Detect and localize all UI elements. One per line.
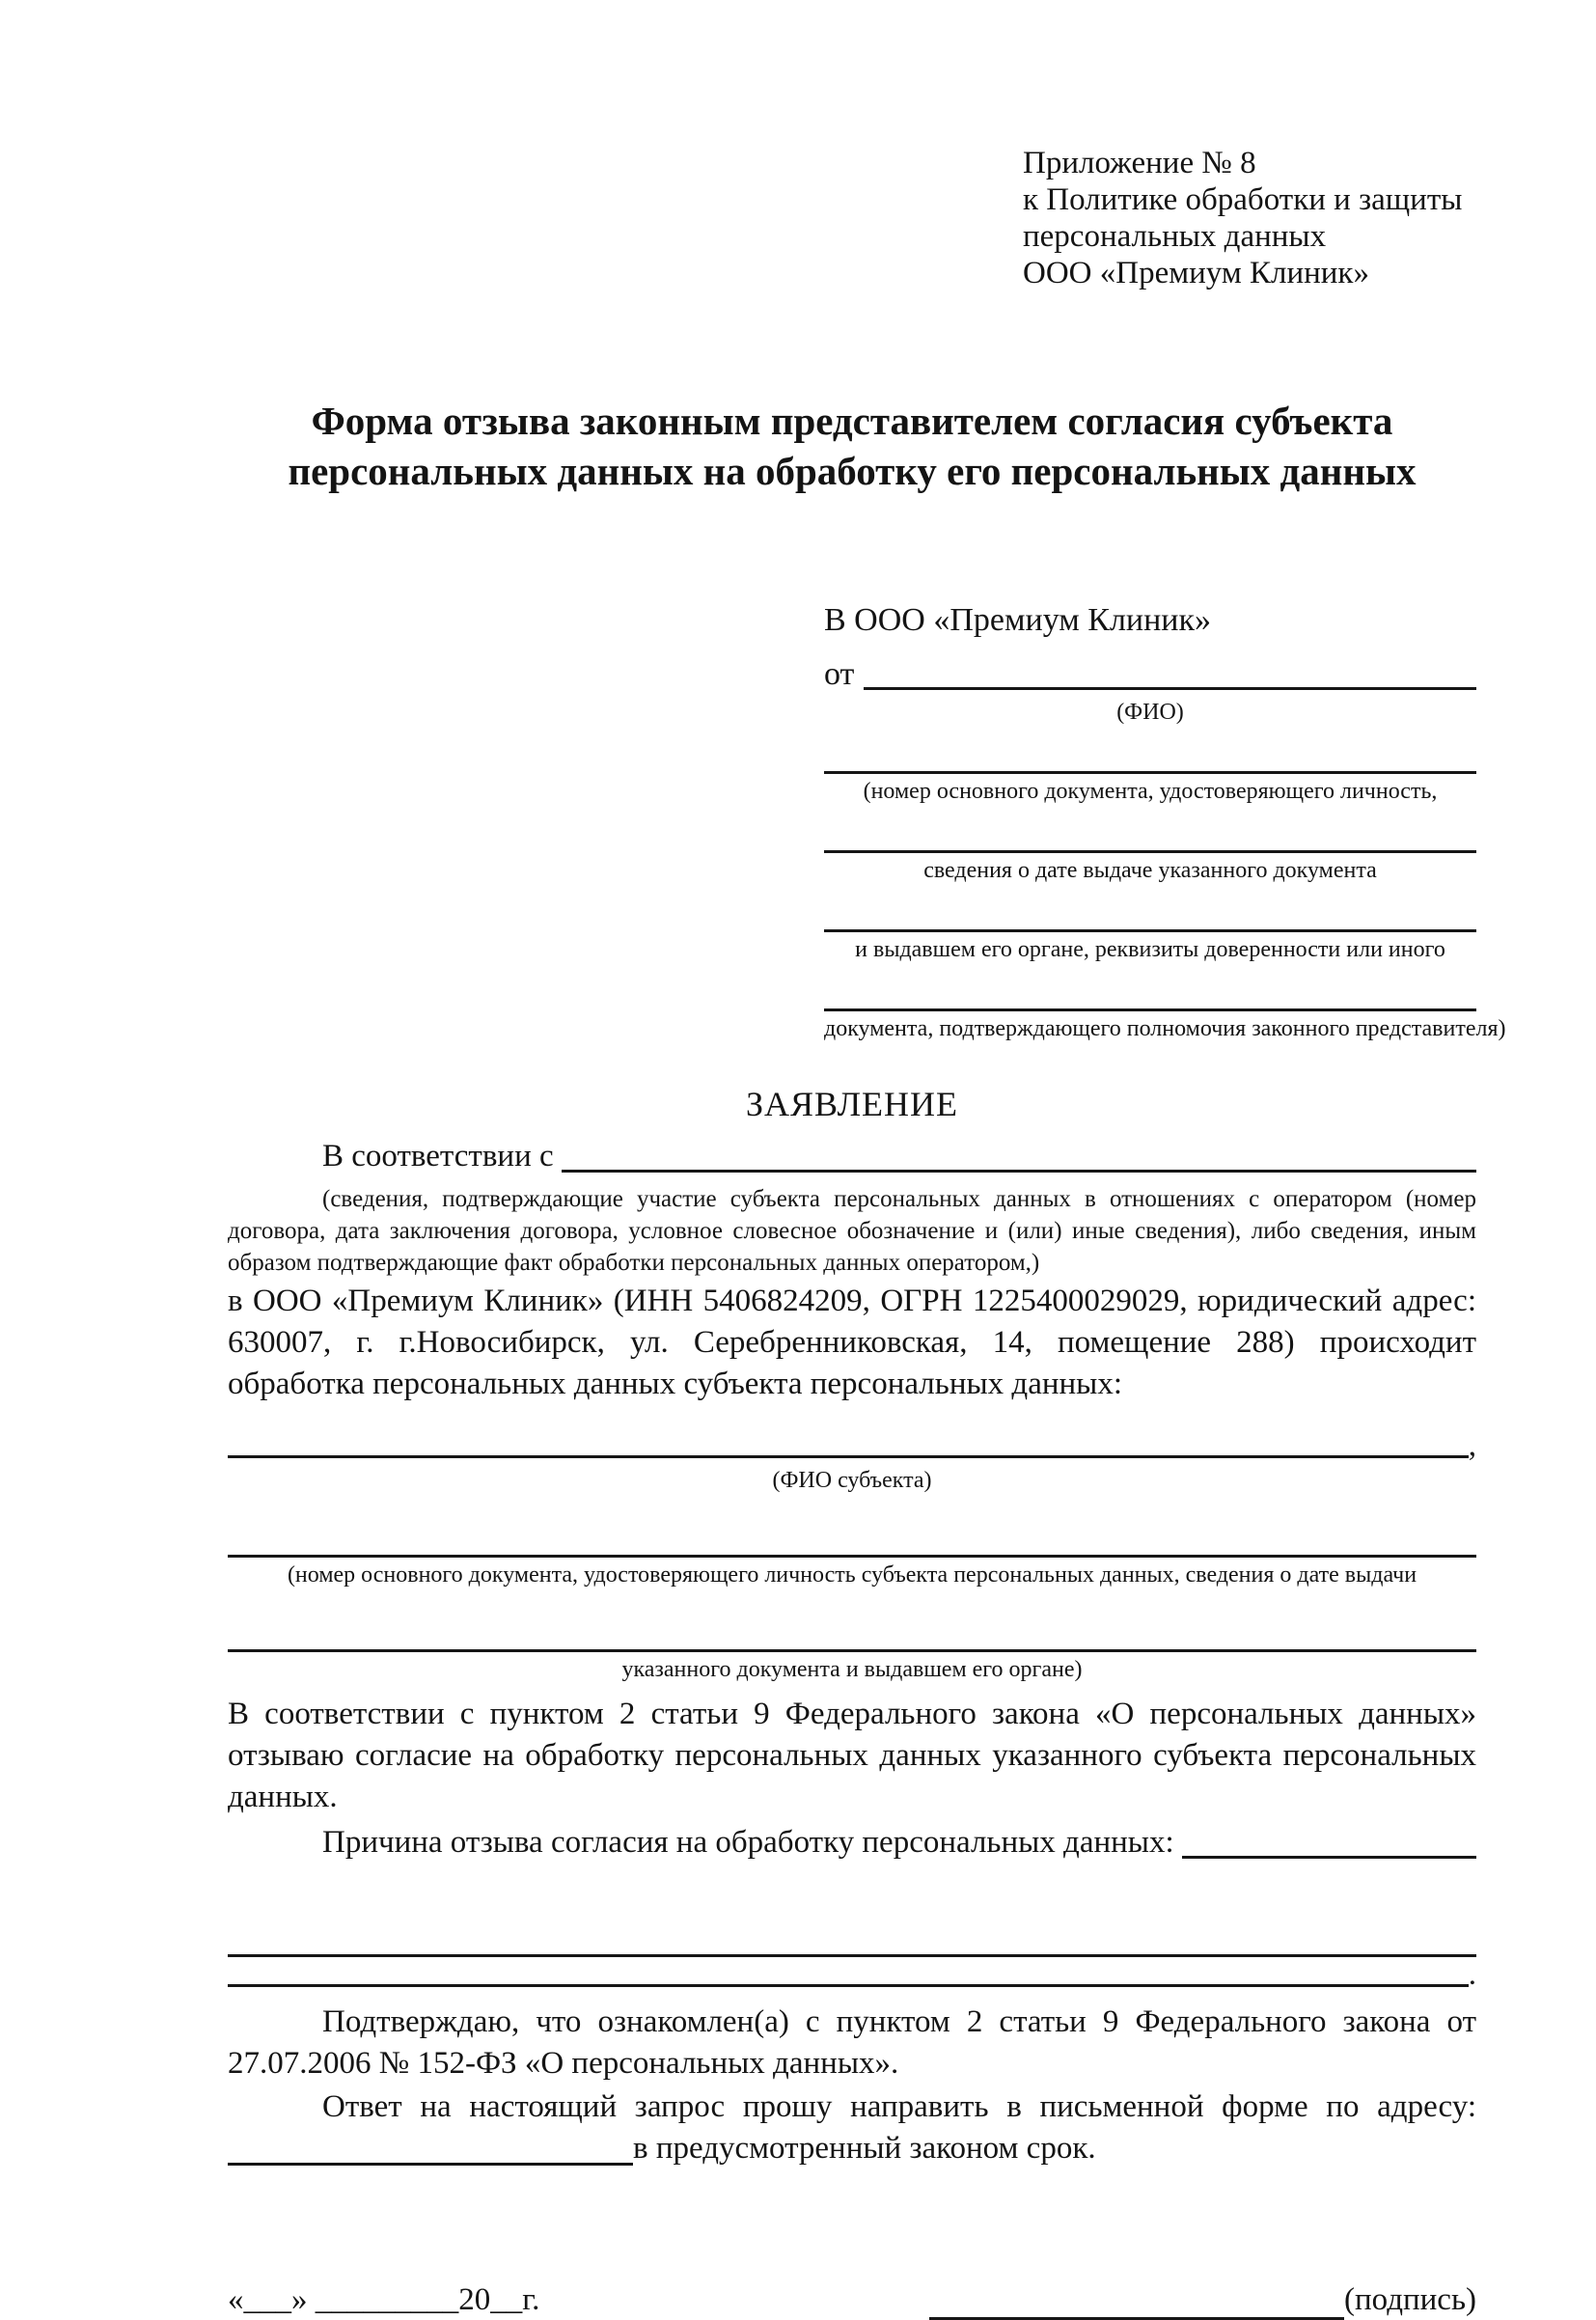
reason-fill-row-3 [228, 1957, 1476, 1992]
appendix-line: персональных данных [1023, 219, 1327, 254]
reply-line-1: Ответ на настоящий запрос прошу направить в письменной форме по адресу: [322, 2089, 1476, 2124]
document-title [228, 396, 1476, 496]
reason-label: Причина отзыва согласия на обработку персональных данных: [322, 1825, 1174, 1860]
appendix-line: к Политике обработки и защиты [1023, 182, 1463, 217]
doc-number-fill-line [824, 727, 1476, 774]
representative-doc-caption: документа, подтверждающего полномочия законного представителя) [824, 1016, 1506, 1041]
in-accordance-row [228, 1136, 1476, 1177]
subject-doc-fill-line-2 [228, 1589, 1476, 1652]
confirm-paragraph: Подтверждаю, что ознакомлен(а) с пунктом 2 статьи 9 Федерального закона от 27.07.2006 № 152-ФЗ «О персональных данных». [228, 2004, 1476, 2081]
signature-fill-line [929, 2284, 1344, 2320]
subject-fio-caption: (ФИО субъекта) [772, 1468, 932, 1493]
addressee-from-row [824, 654, 1476, 695]
reply-line-2 [228, 2128, 1476, 2166]
in-accordance-fill-line [562, 1170, 1476, 1173]
document-title-line-1: Форма отзыва законным представителем согласия субъекта [311, 399, 1393, 443]
subject-fio-fill-line [228, 1421, 1469, 1458]
appendix-block [1023, 145, 1476, 291]
doc-authority-caption: и выдавшем его органе, реквизиты доверенности или иного [855, 937, 1445, 962]
doc-issue-date-caption: сведения о дате выдаче указанного документа [923, 858, 1377, 883]
reason-fill-line [1182, 1856, 1476, 1859]
accordance-note: (сведения, подтверждающие участие субъекта персональных данных в отношениях с оператором (номер договора, дата заключения договора, условное словесное обозначение и (или) иные сведения), либо сведения, иным образом подтверждающие факт обработки персональных данных оператором,) [228, 1186, 1476, 1276]
fio-fill-line [864, 687, 1476, 690]
subject-doc-caption-1: (номер основного документа, удостоверяющего личность субъекта персональных данных, сведения о дате выдачи [287, 1562, 1417, 1588]
fio-caption: (ФИО) [1116, 700, 1184, 725]
signature-right [929, 2279, 1476, 2320]
signature-row [228, 2279, 1476, 2320]
representative-doc-fill-line [824, 964, 1476, 1011]
addressee-to: В ООО «Премиум Клиник» [824, 602, 1212, 638]
addressee-block [824, 600, 1506, 1043]
doc-number-caption: (номер основного документа, удостоверяющего личность, [863, 779, 1438, 804]
withdraw-paragraph: В соответствии с пунктом 2 статьи 9 Федерального закона «О персональных данных» отзываю согласие на обработку персональных данных указанного субъекта персональных данных. [228, 1697, 1476, 1814]
document-title-line-2: персональных данных на обработку его персональных данных [288, 449, 1417, 493]
statement-heading: ЗАЯВЛЕНИЕ [745, 1085, 959, 1123]
trailing-period: . [1468, 1957, 1476, 1992]
in-accordance-label: В соответствии с [322, 1139, 554, 1174]
doc-issue-date-fill-line [824, 806, 1476, 853]
doc-authority-fill-line [824, 885, 1476, 932]
signature-caption: (подпись) [1344, 2282, 1476, 2317]
subject-fio-row [228, 1421, 1476, 1463]
subject-doc-caption-2: указанного документа и выдавшем его органе) [621, 1657, 1083, 1682]
appendix-line: Приложение № 8 [1023, 146, 1256, 180]
operator-paragraph: в ООО «Премиум Клиник» (ИНН 5406824209, ОГРН 1225400029029, юридический адрес: 630007, г. г.Новосибирск, ул. Серебренниковская, 14, помещение 288) происходит обработка персональных данных субъекта персональных данных: [228, 1284, 1476, 1401]
reply-line-2-suffix: в предусмотренный законом срок. [633, 2131, 1096, 2166]
date-fill-text: «___» _________20__г. [228, 2282, 540, 2317]
appendix-line: ООО «Премиум Клиник» [1023, 256, 1369, 290]
from-label: от [824, 656, 855, 692]
trailing-comma: , [1468, 1428, 1476, 1463]
reason-fill-line-3 [228, 1959, 1469, 1987]
reason-fill-line-2 [228, 1908, 1476, 1957]
reason-row [228, 1822, 1476, 1864]
address-fill-line [228, 2128, 633, 2166]
subject-doc-fill-line-1 [228, 1495, 1476, 1558]
